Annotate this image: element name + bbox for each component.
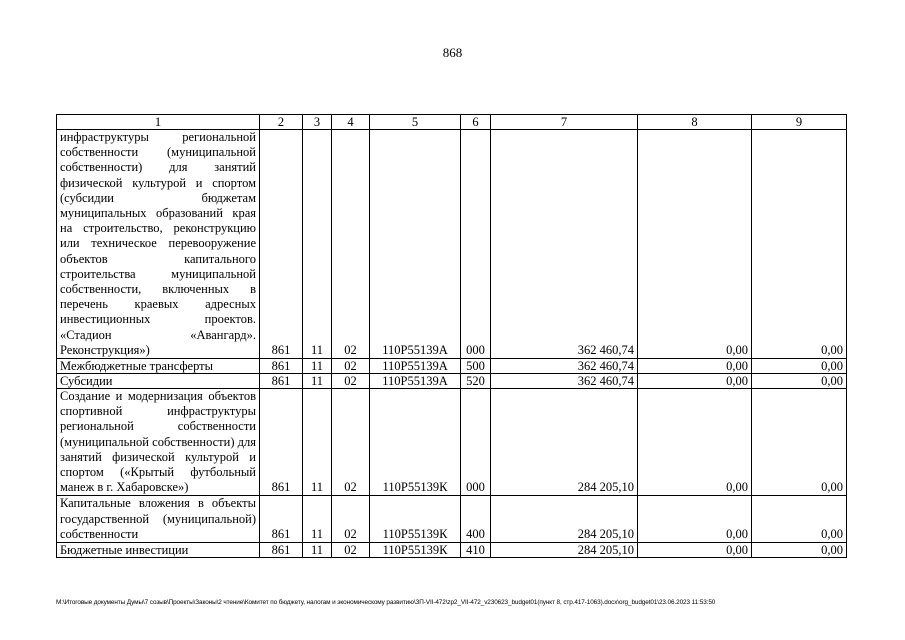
cell-c4: 02 [332, 374, 370, 389]
cell-c9: 0,00 [752, 359, 847, 374]
cell-c4: 02 [332, 389, 370, 496]
cell-c6: 400 [461, 496, 491, 543]
budget-table [56, 114, 847, 558]
cell-c5: 110Р55139К [370, 543, 461, 558]
cell-c2: 861 [260, 496, 303, 543]
cell-c4: 02 [332, 543, 370, 558]
cell-c7: 284 205,10 [491, 543, 638, 558]
cell-c6: 500 [461, 359, 491, 374]
cell-c7: 362 460,74 [491, 359, 638, 374]
cell-c2: 861 [260, 359, 303, 374]
row-name: Капитальные вложения в объекты государственной (муниципальной) собственности [57, 496, 260, 543]
cell-c6: 000 [461, 389, 491, 496]
cell-c4: 02 [332, 130, 370, 359]
cell-c7: 362 460,74 [491, 374, 638, 389]
cell-c3: 11 [303, 543, 332, 558]
column-number-row [57, 115, 847, 130]
column-header-9: 9 [752, 115, 847, 130]
document-path-footer: M:\Итоговые документы Думы\7 созыв\Проекты\Законы\2 чтение\Комитет по бюджету, налогам и экономическому развитию\ЗП-VII-472\zp2_VII-472_v230623_budget01(пункт 8, стр.417-1063).docx\org_budget01\23.06.2023 11:53:50 [56, 599, 716, 606]
table-row [57, 496, 847, 543]
cell-c2: 861 [260, 130, 303, 359]
cell-c6: 520 [461, 374, 491, 389]
cell-c3: 11 [303, 389, 332, 496]
row-name: Бюджетные инвестиции [57, 543, 260, 558]
cell-c3: 11 [303, 130, 332, 359]
column-header-8: 8 [638, 115, 752, 130]
table-row [57, 389, 847, 496]
cell-c5: 110Р55139А [370, 374, 461, 389]
column-header-7: 7 [491, 115, 638, 130]
cell-c7: 284 205,10 [491, 389, 638, 496]
cell-c3: 11 [303, 374, 332, 389]
cell-c5: 110Р55139К [370, 496, 461, 543]
cell-c9: 0,00 [752, 130, 847, 359]
cell-c6: 000 [461, 130, 491, 359]
cell-c7: 362 460,74 [491, 130, 638, 359]
cell-c2: 861 [260, 389, 303, 496]
table-row [57, 130, 847, 359]
cell-c3: 11 [303, 496, 332, 543]
table-row [57, 359, 847, 374]
table-row [57, 543, 847, 558]
column-header-3: 3 [303, 115, 332, 130]
cell-c5: 110Р55139А [370, 130, 461, 359]
column-header-2: 2 [260, 115, 303, 130]
cell-c8: 0,00 [638, 359, 752, 374]
cell-c3: 11 [303, 359, 332, 374]
cell-c5: 110Р55139К [370, 389, 461, 496]
cell-c8: 0,00 [638, 543, 752, 558]
column-header-6: 6 [461, 115, 491, 130]
cell-c9: 0,00 [752, 496, 847, 543]
row-name: Создание и модернизация объектов спортивной инфраструктуры региональной собственности (муниципальной собственности) для занятий физической культурой и спортом («Крытый футбольный манеж в г. Хабаровске») [57, 389, 260, 496]
cell-c4: 02 [332, 359, 370, 374]
cell-c8: 0,00 [638, 496, 752, 543]
cell-c8: 0,00 [638, 374, 752, 389]
cell-c8: 0,00 [638, 389, 752, 496]
cell-c2: 861 [260, 543, 303, 558]
row-name: инфраструктуры региональной собственности (муниципальной собственности) для занятий физической культурой и спортом (субсидии бюджетам муниципальных образований края на строительство, реконструкцию или техническое перевооружение объектов капитального строительства муниципальной собственности, включенных в перечень краевых адресных инвестиционных проектов. «Стадион «Авангард». Реконструкция») [57, 130, 260, 359]
page-number: 868 [442, 45, 463, 60]
table-row [57, 374, 847, 389]
row-name: Субсидии [57, 374, 260, 389]
column-header-5: 5 [370, 115, 461, 130]
cell-c9: 0,00 [752, 543, 847, 558]
cell-c8: 0,00 [638, 130, 752, 359]
cell-c5: 110Р55139А [370, 359, 461, 374]
column-header-4: 4 [332, 115, 370, 130]
row-name: Межбюджетные трансферты [57, 359, 260, 374]
cell-c2: 861 [260, 374, 303, 389]
cell-c6: 410 [461, 543, 491, 558]
cell-c9: 0,00 [752, 389, 847, 496]
cell-c4: 02 [332, 496, 370, 543]
cell-c9: 0,00 [752, 374, 847, 389]
cell-c7: 284 205,10 [491, 496, 638, 543]
column-header-1: 1 [57, 115, 260, 130]
